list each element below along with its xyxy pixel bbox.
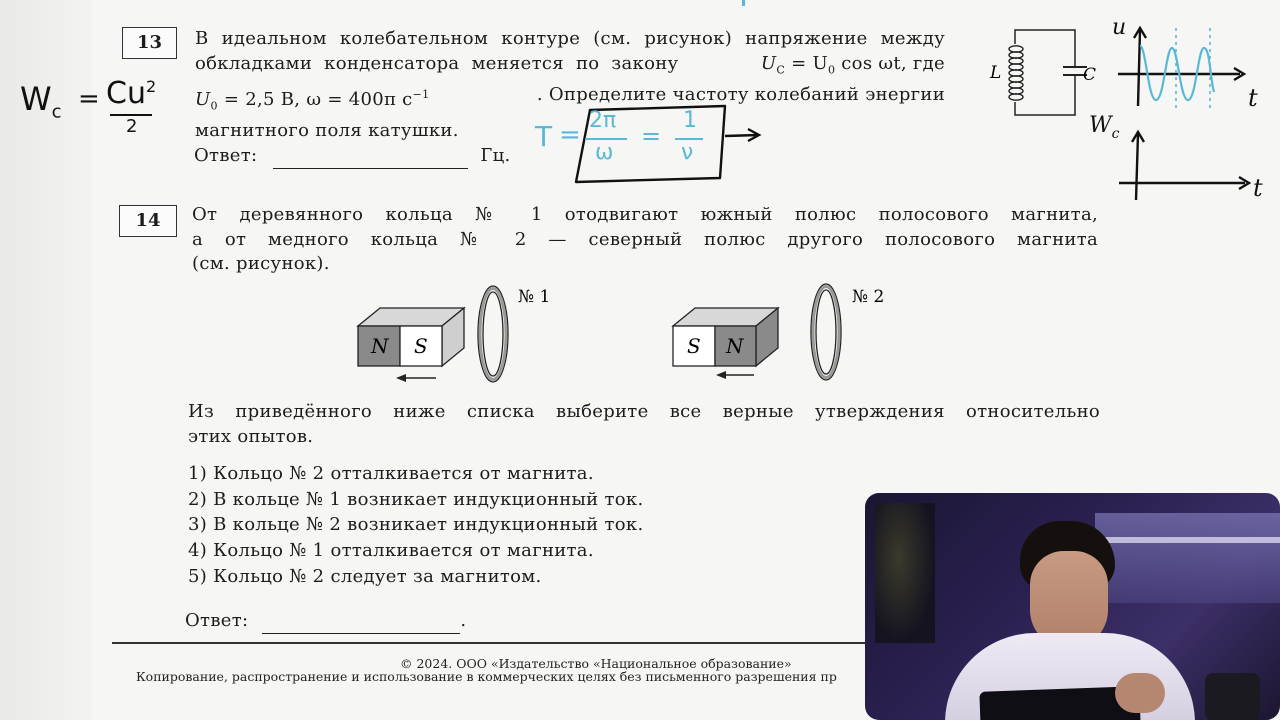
- handwritten-voltage-graph: [1110, 8, 1280, 118]
- answer-field-14[interactable]: [262, 608, 460, 634]
- magnet-1-pole-s: S: [414, 334, 428, 358]
- footer-divider: [112, 642, 872, 644]
- hw-period-t: T: [535, 120, 553, 153]
- ring-1-label: № 1: [518, 287, 551, 307]
- param-u-sub: 0: [210, 99, 218, 113]
- task-14-number: 14: [119, 205, 177, 237]
- task-14-line-1: От деревянного кольца № 1 отодвигают южный полюс полосового магнита,: [192, 204, 1098, 225]
- webcam-overlay: [865, 493, 1280, 720]
- hw-top-mark: [742, 0, 745, 6]
- webcam-wall-light: [1095, 513, 1280, 603]
- magnet-2: [673, 308, 778, 366]
- webcam-shelf: [1105, 537, 1280, 543]
- task-13-line-1: В идеальном колебательном контуре (см. рисунок) напряжение между: [195, 28, 945, 49]
- handwritten-wc-formula: [20, 76, 160, 140]
- option-3: 3) В кольце № 2 возникает индукционный ток.: [188, 514, 644, 535]
- answer-unit-13: Гц.: [480, 145, 511, 166]
- handwritten-period-formula: [535, 110, 715, 180]
- task-13-formula: [761, 52, 945, 83]
- option-5: 5) Кольцо № 2 следует за магнитом.: [188, 566, 542, 587]
- hw-period-num2: 1: [683, 108, 697, 133]
- capacitor-label: C: [1083, 65, 1097, 85]
- task-14-prompt: [188, 400, 1100, 449]
- task-14-answer: [185, 608, 466, 634]
- option-4: 4) Кольцо № 1 отталкивается от магнита.: [188, 540, 594, 561]
- answer-end-14: .: [460, 610, 467, 631]
- hw-wc-eq: =: [78, 84, 100, 114]
- circuit-wire: [1015, 30, 1075, 115]
- hw-wc-lhs: $W_c$: [20, 80, 62, 123]
- formula-u: U: [760, 52, 777, 74]
- hw-period-den2: ν: [681, 140, 694, 165]
- task-13-line-2: [195, 52, 945, 83]
- answer-label-14: Ответ:: [185, 610, 249, 631]
- param-sup: −1: [412, 87, 430, 101]
- param-u: U: [195, 88, 211, 110]
- footer-copyright: © 2024. ООО «Издательство «Национальное образование»: [400, 656, 792, 671]
- magnet-ring-figure: [350, 280, 910, 390]
- task-14-prompt-line-2: этих опытов.: [188, 425, 314, 447]
- ring-2: [811, 284, 841, 380]
- formula-sub-c: C: [776, 63, 786, 77]
- hw-period-num: 2π: [589, 108, 617, 133]
- hw-wc-den: 2: [126, 116, 138, 137]
- hw-period-eq: =: [559, 120, 581, 150]
- magnet-2-pole-n: N: [726, 334, 744, 358]
- task-13-question: . Определите частоту колебаний энергии: [536, 83, 945, 105]
- formula-end: cos ωt, где: [841, 52, 945, 74]
- task-14-line-2: а от медного кольца № 2 — северный полюс другого полосового магнита: [192, 228, 1098, 250]
- phone-device: [1205, 673, 1260, 720]
- answer-label-13: Ответ:: [194, 145, 258, 166]
- hw-period-den: ω: [595, 140, 614, 165]
- footer-notice: Копирование, распространение и использование в коммерческих целях без письменного разрешения пр: [136, 669, 837, 684]
- arrow-left-2: [716, 371, 754, 379]
- hw-graph2-y-label: $W_c$: [1089, 113, 1120, 142]
- magnet-1-pole-n: N: [371, 334, 389, 358]
- lc-circuit-diagram: [985, 22, 1100, 122]
- person-hand: [1115, 673, 1165, 713]
- answer-field-13[interactable]: [273, 143, 468, 169]
- inductor-label: L: [990, 63, 1002, 83]
- webcam-plant: [875, 503, 935, 643]
- task-13-params: [195, 83, 429, 119]
- arrow-left-1: [396, 374, 436, 382]
- task-13-number: 13: [122, 27, 177, 59]
- task-13-line-4: магнитного поля катушки.: [195, 119, 459, 141]
- hw-graph1-x-label: t: [1248, 84, 1258, 112]
- hw-wc-num: Cu$^2$: [106, 76, 157, 111]
- hw-graph1-y-label: u: [1112, 15, 1127, 40]
- ring-1: [478, 286, 508, 382]
- ring-2-label: № 2: [852, 287, 885, 307]
- task-14-line-3: (см. рисунок).: [192, 253, 330, 274]
- formula-sub-0: 0: [827, 63, 836, 77]
- handwritten-energy-graph: [1085, 110, 1280, 205]
- hw-graph2-x-label: t: [1253, 174, 1263, 202]
- hw-period-eq2: =: [641, 122, 662, 150]
- task-13-answer: [194, 143, 511, 169]
- magnet-1: [358, 308, 464, 366]
- option-2: 2) В кольце № 1 возникает индукционный ток.: [188, 489, 644, 510]
- param-values: = 2,5 В, ω = 400π с: [223, 88, 413, 110]
- magnet-2-pole-s: S: [687, 334, 701, 358]
- option-1: 1) Кольцо № 2 отталкивается от магнита.: [188, 463, 594, 484]
- formula-eq: = U: [791, 52, 828, 74]
- task-13-line-2-text: обкладками конденсатора меняется по закону: [195, 52, 679, 74]
- task-14-prompt-line-1: Из приведённого ниже списка выберите все верные утверждения относительно: [188, 401, 1100, 422]
- task-14-text: [192, 203, 1098, 277]
